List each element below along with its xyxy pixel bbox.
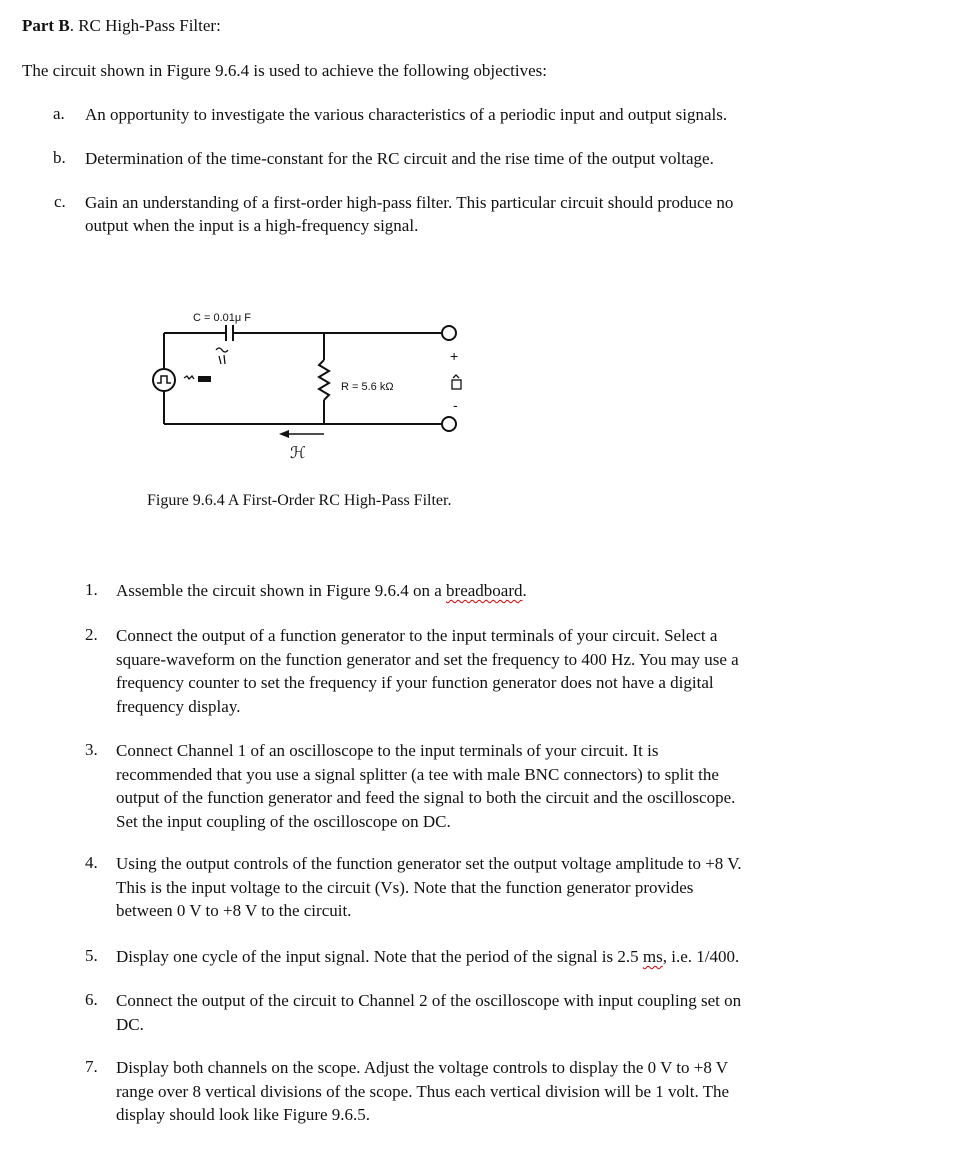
objective-text: output when the input is a high-frequency signal. [85, 216, 419, 235]
step-text [116, 945, 739, 969]
function-generator-icon [153, 369, 175, 391]
output-terminal-top-icon [442, 326, 456, 340]
intro-text: The circuit shown in Figure 9.6.4 is used to achieve the following objectives: [22, 61, 547, 80]
step-text-end: . [522, 581, 527, 600]
step-number: 2. [85, 625, 98, 644]
step-text: This is the input voltage to the circuit (Vs). Note that the function generator provides [116, 877, 694, 897]
step-text: frequency counter to set the frequency if your function generator does not have a digital [116, 673, 714, 692]
capacitor-label: C = 0.01μ F [193, 312, 252, 324]
objective-text: Determination of the time-constant for the RC circuit and the rise time of the output voltage. [85, 149, 714, 168]
step-text: Connect Channel 1 of an oscilloscope to the input terminals of your circuit. It is [116, 741, 659, 760]
step-text: display should look like Figure 9.6.5. [116, 1105, 371, 1124]
step-number: 1. [85, 580, 98, 599]
ic-symbol-icon [216, 348, 228, 364]
current-symbol: ℋ [290, 445, 306, 462]
step-text-main: Assemble the circuit shown in Figure 9.6.4 on a [116, 581, 447, 600]
figure-caption: Figure 9.6.4 A First-Order RC High-Pass Filter. [147, 492, 452, 509]
step-text: Display both channels on the scope. Adjust the voltage controls to display the 0 V to +8 V [116, 1058, 729, 1077]
step-text [116, 579, 527, 603]
spellcheck-word: breadboard [446, 581, 523, 600]
step-number: 6. [85, 990, 98, 1009]
step-text: range over 8 vertical divisions of the scope. Thus each vertical division will be 1 volt. The [116, 1081, 730, 1101]
step-text: Connect the output of a function generator to the input terminals of your circuit. Select a [116, 626, 718, 645]
objective-label: c. [54, 192, 66, 211]
minus-sign: - [453, 397, 458, 413]
step-number: 7. [85, 1057, 98, 1076]
vs-symbol-icon [184, 376, 211, 382]
step-number: 4. [85, 853, 98, 872]
step-text: Set the input coupling of the oscilloscope on DC. [116, 811, 451, 831]
section-heading-rest: . RC High-Pass Filter: [69, 16, 221, 35]
step-text: frequency display. [116, 696, 241, 716]
step-text: DC. [116, 1014, 144, 1034]
circuit-diagram [140, 300, 480, 470]
objective-label: a. [53, 104, 65, 123]
vo-symbol-icon [452, 375, 461, 389]
resistor-label: R = 5.6 kΩ [341, 381, 394, 393]
plus-sign: + [450, 348, 459, 364]
step-text: output of the function generator and feed the signal to both the circuit and the oscilloscope. [116, 788, 736, 807]
objective-text: Gain an understanding of a first-order high-pass filter. This particular circuit should produce no [85, 193, 734, 212]
step-text: Connect the output of the circuit to Channel 2 of the oscilloscope with input coupling set on [116, 991, 742, 1010]
section-heading-bold: Part B [22, 16, 70, 35]
step-text: between 0 V to +8 V to the circuit. [116, 901, 352, 920]
step-text: square-waveform on the function generator and set the frequency to 400 Hz. You may use a [116, 649, 739, 669]
objective-label: b. [53, 148, 66, 167]
step-number: 3. [85, 740, 98, 759]
step-number: 5. [85, 946, 98, 965]
step-text-main: Display one cycle of the input signal. Note that the period of the signal is 2.5 [116, 947, 643, 966]
step-text: recommended that you use a signal splitter (a tee with male BNC connectors) to split the [116, 764, 719, 784]
step-text: Using the output controls of the function generator set the output voltage amplitude to +8 V. [116, 854, 742, 873]
resistor-icon [319, 360, 329, 400]
section-heading [22, 14, 221, 38]
output-terminal-bottom-icon [442, 417, 456, 431]
step-text-end: , i.e. 1/400. [662, 947, 740, 966]
current-arrow-head-icon [279, 430, 289, 438]
spellcheck-word: ms [642, 947, 663, 966]
objective-text: An opportunity to investigate the various characteristics of a periodic input and output signals. [85, 105, 728, 124]
